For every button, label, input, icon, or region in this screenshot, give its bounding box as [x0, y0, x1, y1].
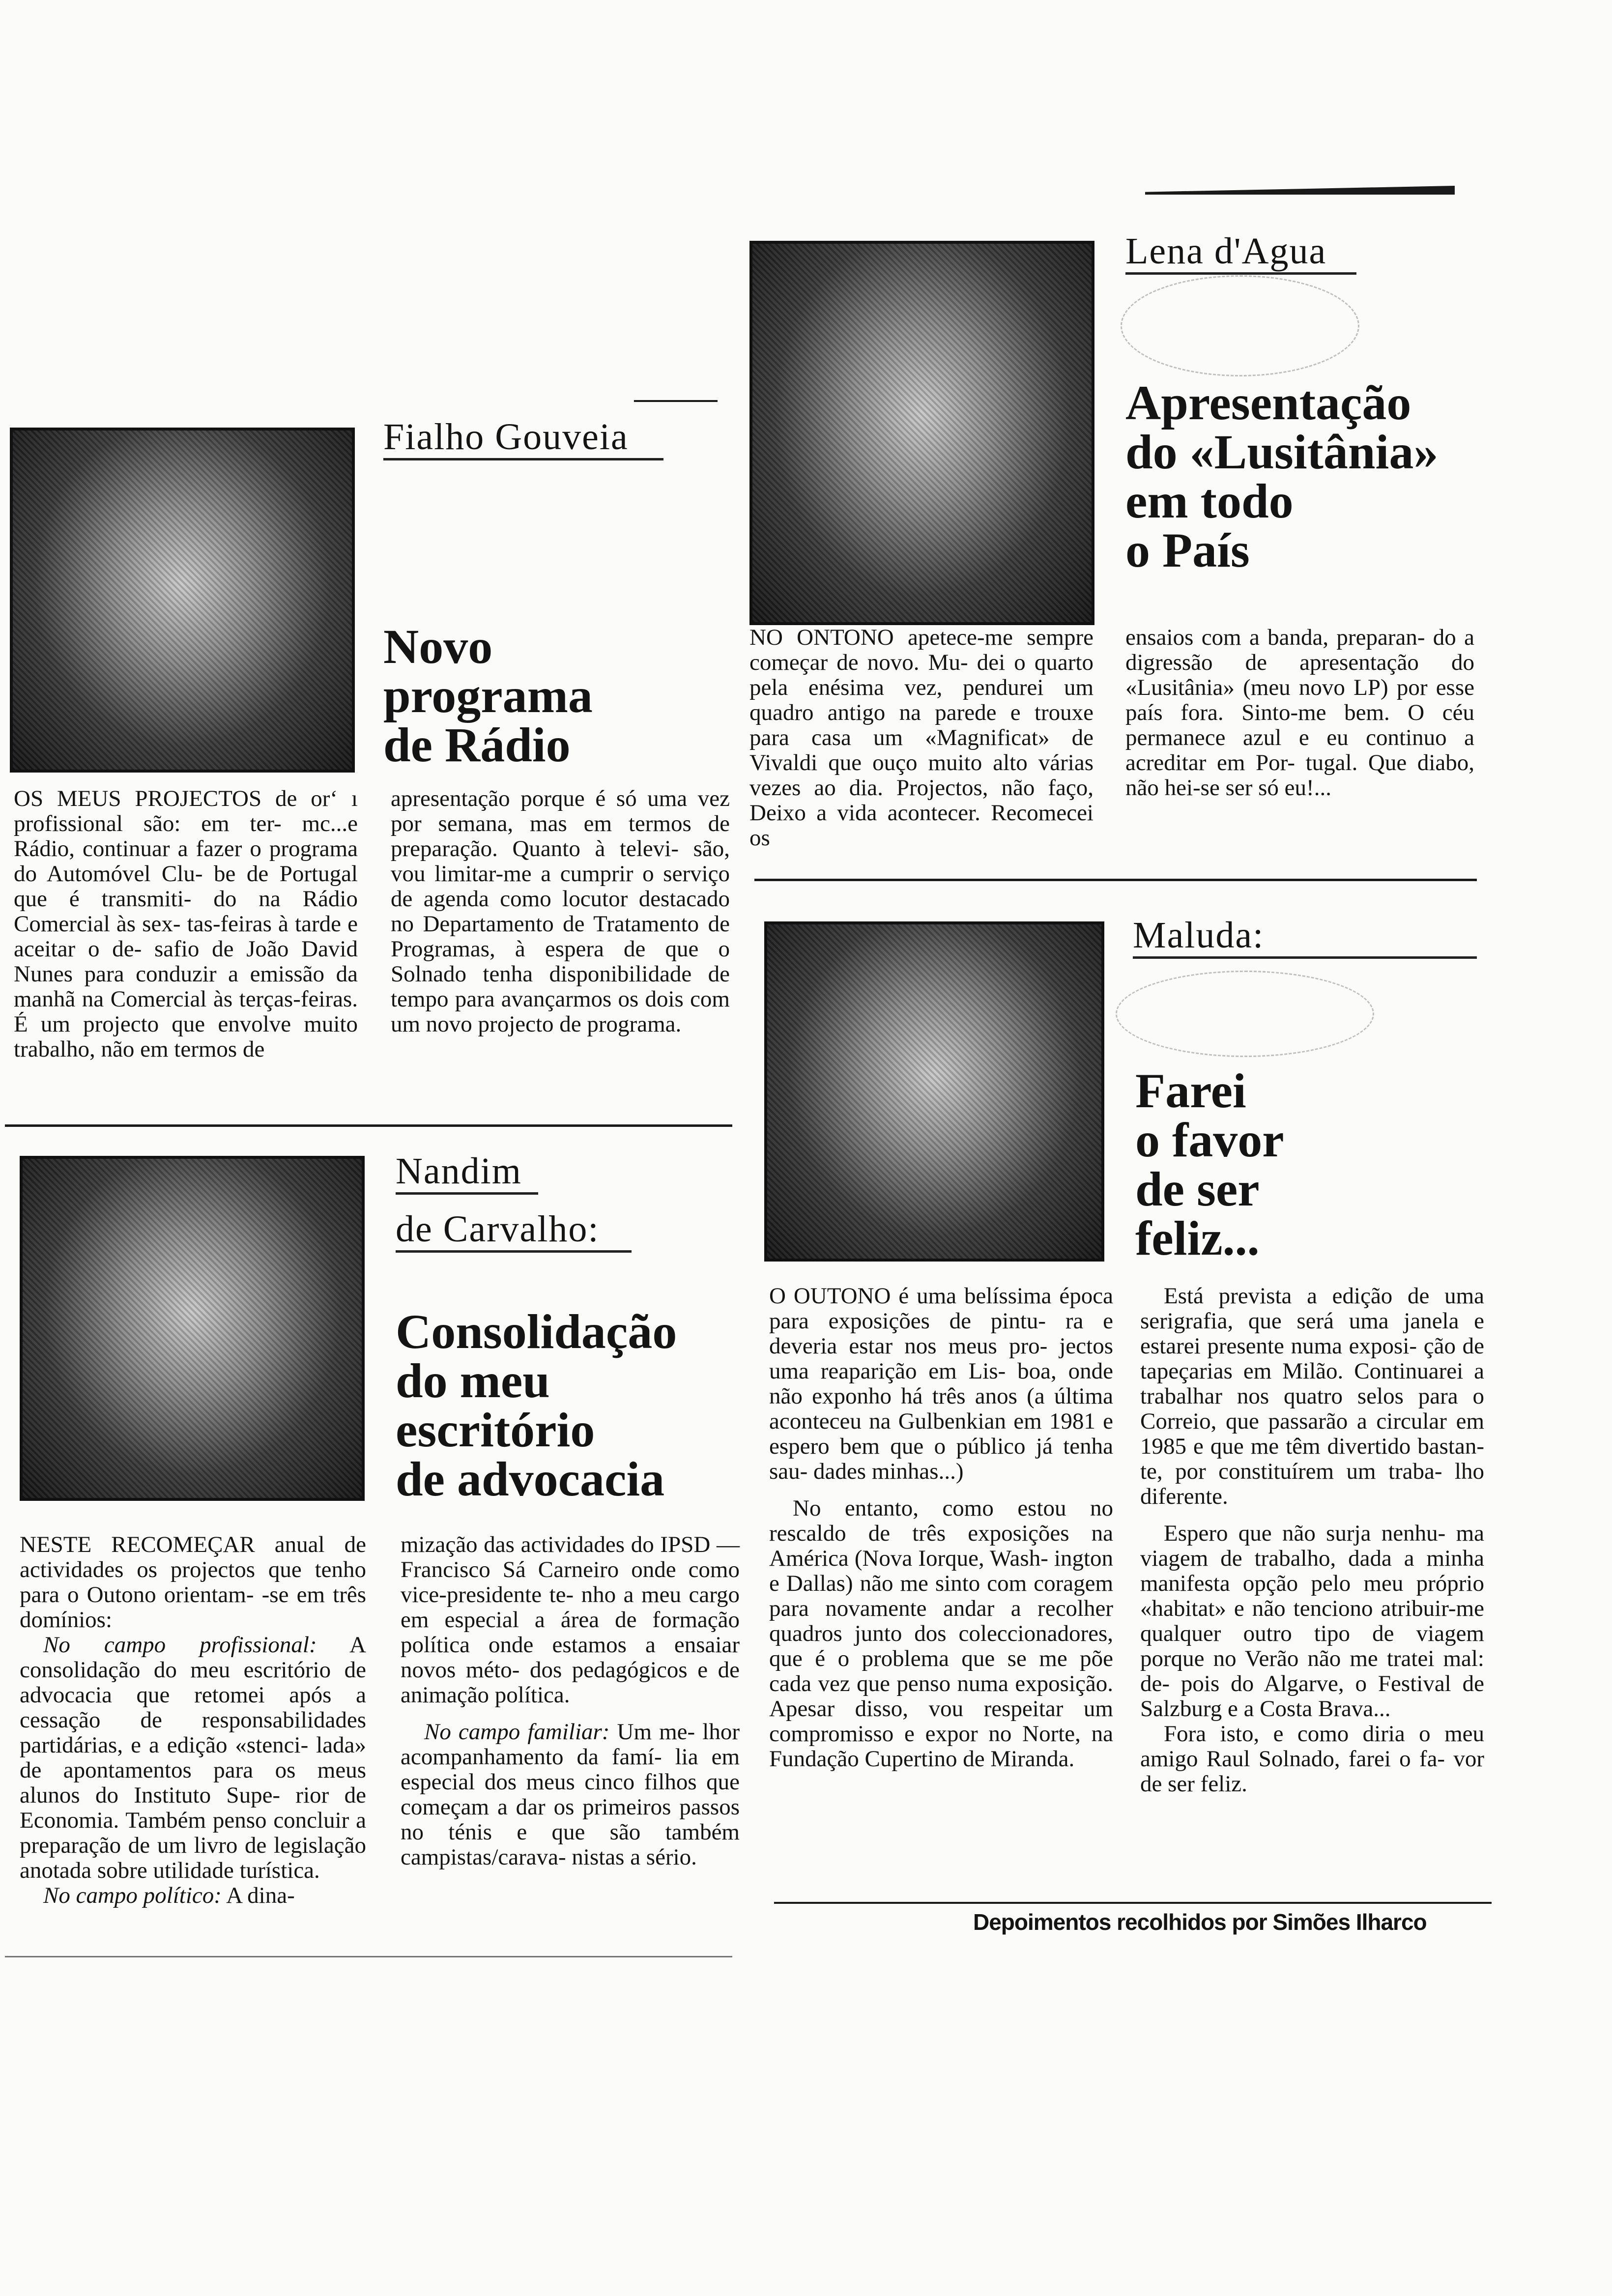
headline-line: do «Lusitânia»	[1125, 425, 1439, 479]
headline-line: o País	[1125, 523, 1250, 577]
article-paragraph	[401, 1720, 740, 1870]
headline-line: de ser	[1135, 1162, 1260, 1216]
article-paragraph: Espero que não surja nenhu- ma viagem de trabalho, dada a minha manifesta opção pelo meu próprio «habitat» e não tenciono atribuir-me qualquer outro tipo de viagem porque no Verão não me tratei mal: de- pois do Algarve, o Festival de Salzburg e a Costa Brava...	[1140, 1521, 1484, 1722]
headline-line: o favor	[1135, 1113, 1284, 1167]
paragraph-label: No campo familiar:	[424, 1719, 610, 1745]
paragraph-label: No campo profissional:	[43, 1632, 317, 1658]
article-paragraph: mização das actividades do IPSD — Francisco Sá Carneiro onde como vice-presidente te- nho a meu cargo em especial a área de formação política onde estamos a ensaiar novos méto- dos pedagógicos e de animação política.	[401, 1532, 740, 1708]
portrait-photo-maluda	[764, 921, 1104, 1262]
portrait-photo-nandim-de-carvalho	[20, 1156, 365, 1501]
headline-line: feliz...	[1135, 1211, 1260, 1265]
byline-nandim-line2: de Carvalho:	[396, 1209, 632, 1253]
article-paragraph	[20, 1633, 366, 1883]
credit-line: Depoimentos recolhidos por Simões Ilharco	[973, 1909, 1427, 1935]
article-column	[401, 1532, 740, 1870]
bottom-divider	[5, 1956, 732, 1957]
credit-rule	[774, 1902, 1492, 1904]
article-paragraph: ensaios com a banda, preparan- do a digressão de apresentação do «Lusitânia» (meu novo LP) por esse país fora. Sinto-me bem. O céu permanece azul e eu continuo a acreditar em Por- tugal. Que diabo, não hei-se ser só eu!...	[1125, 625, 1474, 801]
article-column	[391, 786, 730, 1037]
paragraph-text: A dina-	[221, 1883, 295, 1908]
byline-lena-dagua: Lena d'Agua	[1125, 231, 1356, 275]
article-paragraph: NESTE RECOMEÇAR anual de actividades os projectos que tenho para o Outono orientam- -se em três domínios:	[20, 1532, 366, 1633]
article-column	[20, 1532, 366, 1908]
paragraph-label: No campo político:	[43, 1883, 222, 1908]
article-paragraph: OS MEUS PROJECTOS de orʻ ı profissional são: em ter- mc...e Rádio, continuar a fazer o programa do Automóvel Clu- be de Portugal que é transmiti- do na Rádio Comercial às sex- tas-feiras à tarde e aceitar o de- safio de João David Nunes para conduzir a emissão da manhã na Comercial às terças-feiras. É um projecto que envolve muito trabalho, não em termos de	[14, 786, 358, 1062]
top-heavy-rule	[1145, 186, 1455, 195]
headline-line: Farei	[1135, 1063, 1246, 1118]
portrait-photo-fialho-gouveia	[10, 428, 355, 773]
article-paragraph	[20, 1883, 366, 1908]
article-paragraph: NO ONTONO apetece-me sempre começar de novo. Mu- dei o quarto pela enésima vez, pendurei um quadro antigo na parede e trouxe para casa um «Magnificat» de Vivaldi que ouço muito alto várias vezes ao dia. Projectos, não faço, Deixo a vida acontecer. Recomecei os	[749, 625, 1094, 851]
headline-lena	[1125, 375, 1469, 577]
section-divider	[5, 1124, 732, 1127]
headline-line: em todo	[1125, 474, 1294, 528]
headline-fialho	[383, 619, 703, 772]
headline-line: do meu	[396, 1353, 550, 1408]
headline-line: Consolidação	[396, 1304, 677, 1359]
paragraph-text: A consolidação do meu escritório de advocacia que retomei após a cessação de responsabilidades partidárias, e a edição «stenci- lada» de apontamentos para os meus alunos do Instituto Supe- rior de Economia. Também penso concluir a preparação de um livro de legislação anotada sobre utilidade turística.	[20, 1632, 366, 1883]
divider-rule	[634, 400, 718, 402]
headline-line: escritório	[396, 1403, 595, 1457]
article-paragraph: apresentação porque é só uma vez por semana, mas em termos de preparação. Quanto à televi- são, vou limitar-me a cumprir o serviço de agenda como locutor destacado no Departamento de Tratamento de Programas, à espera de que o Solnado tenha disponibilidade de tempo para avançarmos os dois com um novo projecto de programa.	[391, 786, 730, 1037]
faded-stamp-mark	[1121, 275, 1359, 376]
portrait-photo-lena-dagua	[749, 241, 1094, 625]
article-column	[14, 786, 358, 1062]
headline-line: programa	[383, 668, 593, 723]
headline-line: Novo	[383, 619, 493, 674]
article-column	[749, 625, 1094, 851]
article-paragraph: O OUTONO é uma belíssima época para exposições de pintu- ra e deveria estar nos meus pro- jectos uma reaparição em Lis- boa, onde não exponho há três anos (a última aconteceu na Gulbenkian em 1981 e espero bem que o público já tenha sau- dades minhas...)	[769, 1283, 1113, 1484]
headline-line: de Rádio	[383, 718, 571, 772]
headline-nandim	[396, 1304, 740, 1506]
article-column	[1125, 625, 1474, 801]
byline-fialho-gouveia: Fialho Gouveia	[383, 417, 663, 460]
article-column	[769, 1284, 1113, 1772]
article-paragraph: No entanto, como estou no rescaldo de três exposições na América (Nova Iorque, Wash- ington e Dallas) não me sinto com coragem para novamente andar a recolher quadros junto dos coleccionadores, que é o problema que se me põe cada vez que penso numa exposição. Apesar disso, vou respeitar um compromisso e expor no Norte, na Fundação Cupertino de Miranda.	[769, 1495, 1113, 1772]
paragraph-text: Um me- lhor acompanhamento da famí- lia em especial dos meus cinco filhos que começam a dar os primeiros passos no ténis e que são também campistas/carava- nistas a sério.	[401, 1719, 740, 1870]
faded-stamp-mark	[1116, 971, 1374, 1057]
article-column	[1140, 1284, 1484, 1797]
byline-maluda: Maluda:	[1133, 915, 1477, 959]
headline-line: Apresentação	[1125, 375, 1411, 430]
article-paragraph: Fora isto, e como diria o meu amigo Raul Solnado, farei o fa- vor de ser feliz.	[1140, 1721, 1484, 1797]
byline-nandim-line1: Nandim	[396, 1151, 538, 1195]
article-paragraph: Está prevista a edição de uma serigrafia, que será uma janela e estarei presente numa exposi- ção de tapeçarias em Milão. Continuarei a trabalhar nos quatro selos para o Correio, que passarão a circular em 1985 e que me têm divertido bastan- te, por constituírem um traba- lho diferente.	[1140, 1283, 1484, 1509]
headline-line: de advocacia	[396, 1452, 665, 1506]
headline-maluda	[1135, 1063, 1455, 1265]
section-divider	[754, 879, 1477, 881]
